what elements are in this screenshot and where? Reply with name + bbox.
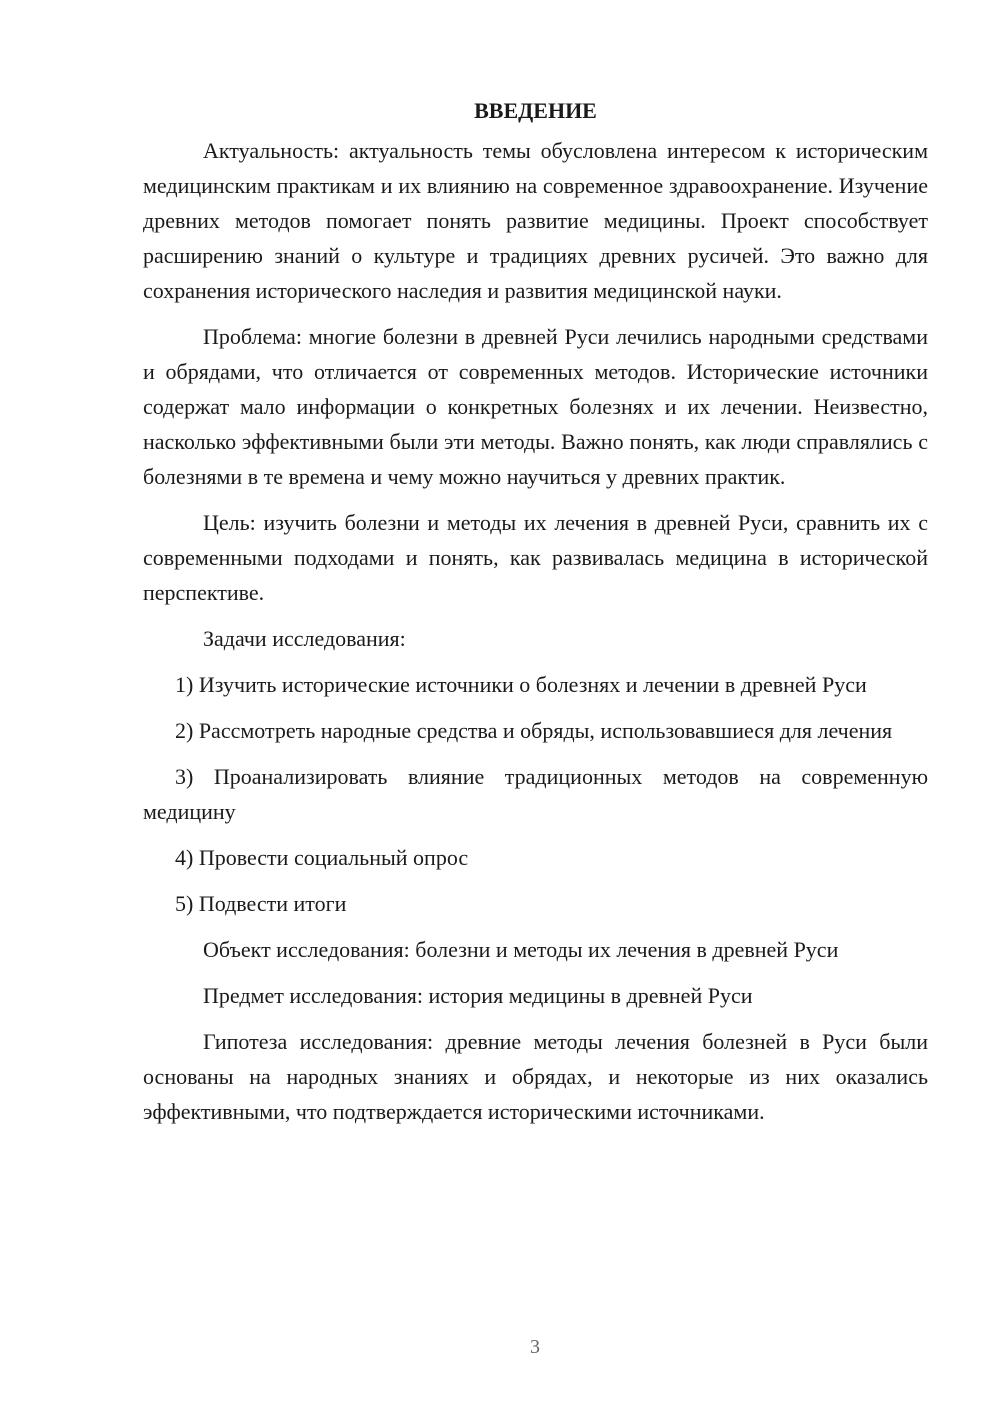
page-number: 3 — [530, 1336, 540, 1358]
task-item-1: 1) Изучить исторические источники о болезнях и лечении в древней Руси — [175, 672, 867, 697]
relevance-paragraph: Актуальность: актуальность темы обусловлена интересом к историческим медицинским практикам и их влиянию на современное здравоохранение. Изучение древних методов помогает понять развитие медицины. Проект способствует расширению знаний о культуре и традициях древних русичей. Это важно для сохранения исторического наследия и развития медицинской науки. — [143, 138, 928, 303]
goal-paragraph: Цель: изучить болезни и методы их лечения в древней Руси, сравнить их с современными подходами и понять, как развивалась медицина в исторической перспективе. — [143, 510, 928, 605]
task-item-5: 5) Подвести итоги — [175, 891, 347, 916]
page-content — [143, 93, 928, 1140]
task-item-4: 4) Провести социальный опрос — [175, 845, 469, 870]
page-title: ВВЕДЕНИЕ — [474, 98, 597, 123]
research-hypothesis: Гипотеза исследования: древние методы лечения болезней в Руси были основаны на народных знаниях и обрядах, и некоторые из них оказались эффективными, что подтверждается историческими источниками. — [143, 1029, 928, 1124]
research-subject: Предмет исследования: история медицины в древней Руси — [203, 983, 753, 1008]
task-item-3: 3) Проанализировать влияние традиционных методов на современную медицину — [143, 764, 928, 824]
research-object: Объект исследования: болезни и методы их лечения в древней Руси — [203, 937, 839, 962]
task-item-2: 2) Рассмотреть народные средства и обряды, использовавшиеся для лечения — [175, 718, 893, 743]
problem-paragraph: Проблема: многие болезни в древней Руси лечились народными средствами и обрядами, что отличается от современных методов. Исторические источники содержат мало информации о конкретных болезнях и их лечении. Неизвестно, насколько эффективными были эти методы. Важно понять, как люди справлялись с болезнями в те времена и чему можно научиться у древних практик. — [143, 324, 928, 489]
tasks-list — [143, 667, 928, 921]
tasks-heading: Задачи исследования: — [203, 626, 406, 651]
